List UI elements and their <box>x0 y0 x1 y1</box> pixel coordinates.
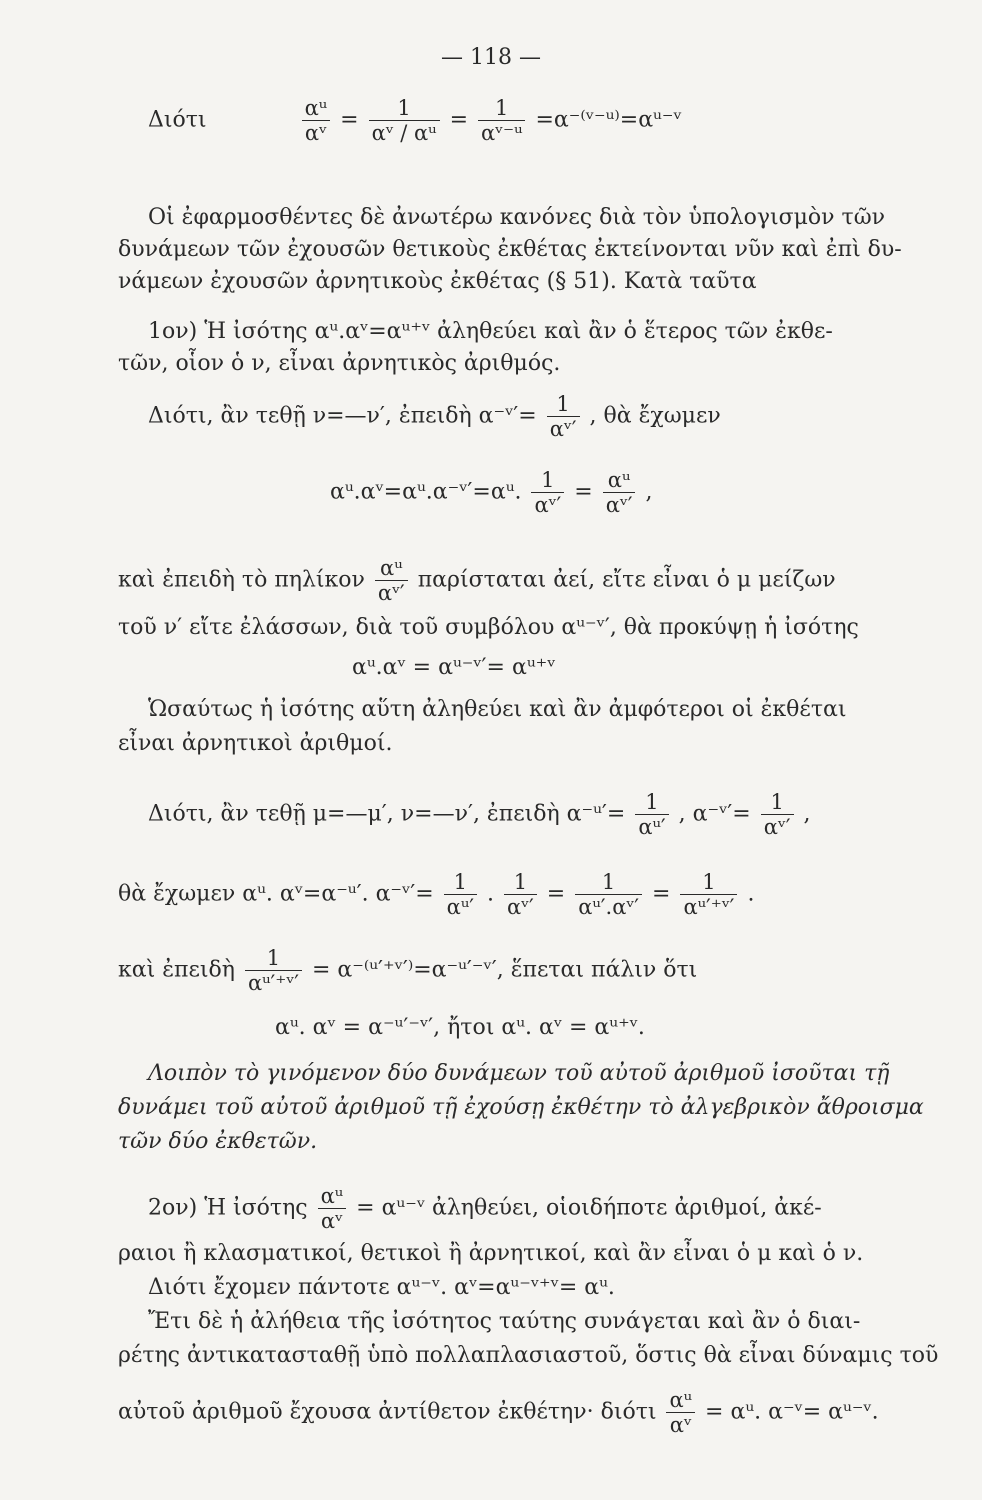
eq4-equals: = <box>574 479 593 505</box>
eq9-fraction-1: $\frac{1}{\text{αᵘ′}}$ <box>444 870 477 919</box>
page-number: — 118 — <box>441 45 541 70</box>
paragraph-2-line-2: τῶν, οἷον ὁ ν, εἶναι ἀρνητικὸς ἀριθμός. <box>118 351 561 376</box>
eq4-tail: , <box>645 479 653 505</box>
eq1-fraction-3: $\frac{1}{\text{αᵛ⁻ᵘ}}$ <box>478 96 525 145</box>
text-line-6: τοῦ ν′ εἴτε ἐλάσσων, διὰ τοῦ συμβόλου αᵘ⁻ᵛ′, θὰ προκύψῃ ἡ ἰσότης <box>118 615 859 640</box>
eq8-head: Διότι, ἂν τεθῇ μ=—μ′, ν=—ν′, ἐπειδὴ α⁻ᵘ′= <box>148 801 626 827</box>
eq5-head: καὶ ἐπειδὴ τὸ πηλίκον <box>118 567 365 593</box>
eq8-tail: , <box>803 801 811 827</box>
eq9-fraction-3: $\frac{1}{\text{αᵘ′.αᵛ′}}$ <box>575 870 642 919</box>
eq3-tail: , θὰ ἔχωμεν <box>589 403 721 429</box>
eq9-equals-2: = <box>652 881 671 907</box>
eq10-tail: = α⁻⁽ᵘ′⁺ᵛ′⁾=α⁻ᵘ′⁻ᵛ′, ἕπεται πάλιν ὅτι <box>311 957 698 983</box>
theorem-line-1: Λοιπὸν τὸ γινόμενον δύο δυνάμεων τοῦ αὐτοῦ ἀριθμοῦ ἰσοῦται τῇ <box>148 1061 890 1086</box>
equation-line-4 <box>330 468 652 517</box>
equation-line-12 <box>148 1184 822 1233</box>
eq1-fraction-2: $\frac{1}{\text{αᵛ / αᵘ}}$ <box>369 96 440 145</box>
eq5-fraction: $\frac{\text{αᵘ}}{\text{αᵛ′}}$ <box>375 556 408 605</box>
eq10-fraction: $\frac{1}{\text{αᵘ′⁺ᵛ′}}$ <box>245 946 302 995</box>
eq1-label: Διότι <box>148 107 207 133</box>
equation-line-5 <box>118 556 836 605</box>
theorem-line-3: τῶν δύο ἐκθετῶν. <box>118 1129 318 1154</box>
eq13-head: αὐτοῦ ἀριθμοῦ ἔχουσα ἀντίθετον ἐκθέτην· διότι <box>118 1399 657 1425</box>
eq8-fraction-2: $\frac{1}{\text{αᵛ′}}$ <box>761 790 794 839</box>
paragraph-5-line-1: ραιοι ἢ κλασματικοί, θετικοὶ ἢ ἀρνητικοί, καὶ ἂν εἶναι ὁ μ καὶ ὁ ν. <box>118 1241 864 1266</box>
paragraph-3-line-2: εἶναι ἀρνητικοὶ ἀριθμοί. <box>118 731 393 756</box>
equation-line-9 <box>118 870 754 919</box>
equation-line-8 <box>148 790 811 839</box>
equation-line-7: αᵘ.αᵛ = αᵘ⁻ᵛ′= αᵘ⁺ᵛ <box>352 655 556 680</box>
eq4-head: αᵘ.αᵛ=αᵘ.α⁻ᵛ′=αᵘ. <box>330 479 522 505</box>
eq13-tail: = αᵘ. α⁻ᵛ= αᵘ⁻ᵛ. <box>705 1399 879 1425</box>
eq12-tail: = αᵘ⁻ᵛ ἀληθεύει, οἱοιδήποτε ἀριθμοί, ἀκέ- <box>356 1195 822 1221</box>
paragraph-2-line-1: 1ον) Ἡ ἰσότης αᵘ.αᵛ=αᵘ⁺ᵛ ἀληθεύει καὶ ἂν ὁ ἕτερος τῶν ἐκθε- <box>148 319 833 344</box>
eq12-fraction: $\frac{\text{αᵘ}}{\text{αᵛ}}$ <box>318 1184 347 1233</box>
eq9-fraction-4: $\frac{1}{\text{αᵘ′⁺ᵛ′}}$ <box>680 870 737 919</box>
equation-line-10 <box>118 946 697 995</box>
eq1-fraction-1: $\frac{\text{αᵘ}}{\text{αᵛ}}$ <box>302 96 331 145</box>
paragraph-6-line-1: Ἔτι δὲ ἡ ἀλήθεια τῆς ἰσότητος ταύτης συνάγεται καὶ ἂν ὁ διαι- <box>148 1309 861 1334</box>
eq10-head: καὶ ἐπειδὴ <box>118 957 235 983</box>
theorem-line-2: δυνάμει τοῦ αὐτοῦ ἀριθμοῦ τῇ ἐχούσῃ ἐκθέτην τὸ ἀλγεβρικὸν ἄθροισμα <box>118 1095 924 1120</box>
eq9-fraction-2: $\frac{1}{\text{αᵛ′}}$ <box>504 870 537 919</box>
paragraph-1-line-2: δυνάμεων τῶν ἐχουσῶν θετικοὺς ἐκθέτας ἐκτείνονται νῦν καὶ ἐπὶ δυ- <box>118 237 902 262</box>
equation-line-13 <box>118 1388 879 1437</box>
eq13-fraction: $\frac{\text{αᵘ}}{\text{αᵛ}}$ <box>666 1388 695 1437</box>
equation-line-1: Διότι $\frac{\text{αᵘ}}{\text{αᵛ}}$ = $\frac{1}{\text{αᵛ / αᵘ}}$ = $\frac{1}{\text{αᵛ⁻ᵘ}}$ =α⁻⁽ᵛ⁻ᵘ⁾=αᵘ⁻ᵛ <box>148 96 682 145</box>
eq4-fraction-2: $\frac{\text{αᵘ}}{\text{αᵛ′}}$ <box>603 468 636 517</box>
eq8-fraction-1: $\frac{1}{\text{αᵘ′}}$ <box>635 790 668 839</box>
eq9-tail: . <box>747 881 755 907</box>
paragraph-5-line-2: Διότι ἔχομεν πάντοτε αᵘ⁻ᵛ. αᵛ=αᵘ⁻ᵛ⁺ᵛ= αᵘ. <box>148 1275 615 1300</box>
equation-line-11: αᵘ. αᵛ = α⁻ᵘ′⁻ᵛ′, ἤτοι αᵘ. αᵛ = αᵘ⁺ᵛ. <box>275 1015 645 1040</box>
paragraph-1-line-3: νάμεων ἐχουσῶν ἀρνητικοὺς ἐκθέτας (§ 51). Κατὰ ταῦτα <box>118 269 757 294</box>
eq9-dot: . <box>487 881 494 907</box>
paragraph-3-line-1: Ὡσαύτως ἡ ἰσότης αὕτη ἀληθεύει καὶ ἂν ἀμφότεροι οἱ ἐκθέται <box>148 697 847 722</box>
eq9-head: θὰ ἔχωμεν αᵘ. αᵛ=α⁻ᵘ′. α⁻ᵛ′= <box>118 881 434 907</box>
eq8-mid: , α⁻ᵛ′= <box>678 801 751 827</box>
eq1-tail: =α⁻⁽ᵛ⁻ᵘ⁾=αᵘ⁻ᵛ <box>535 107 682 133</box>
paragraph-6-line-2: ρέτης ἀντικατασταθῇ ὑπὸ πολλαπλασιαστοῦ, ὅστις θὰ εἶναι δύναμις τοῦ <box>118 1343 939 1368</box>
paragraph-1-line-1: Οἱ ἐφαρμοσθέντες δὲ ἀνωτέρω κανόνες διὰ τὸν ὑπολογισμὸν τῶν <box>148 205 886 230</box>
eq12-head: 2ον) Ἡ ἰσότης <box>148 1195 308 1221</box>
eq5-tail: παρίσταται ἀεί, εἴτε εἶναι ὁ μ μείζων <box>417 567 836 593</box>
eq3-head: Διότι, ἂν τεθῇ ν=—ν′, ἐπειδὴ α⁻ᵛ′= <box>148 403 537 429</box>
eq4-fraction-1: $\frac{1}{\text{αᵛ′}}$ <box>531 468 564 517</box>
equation-line-3 <box>148 392 721 441</box>
eq9-equals-1: = <box>546 881 566 907</box>
eq3-fraction: $\frac{1}{\text{αᵛ′}}$ <box>547 392 580 441</box>
